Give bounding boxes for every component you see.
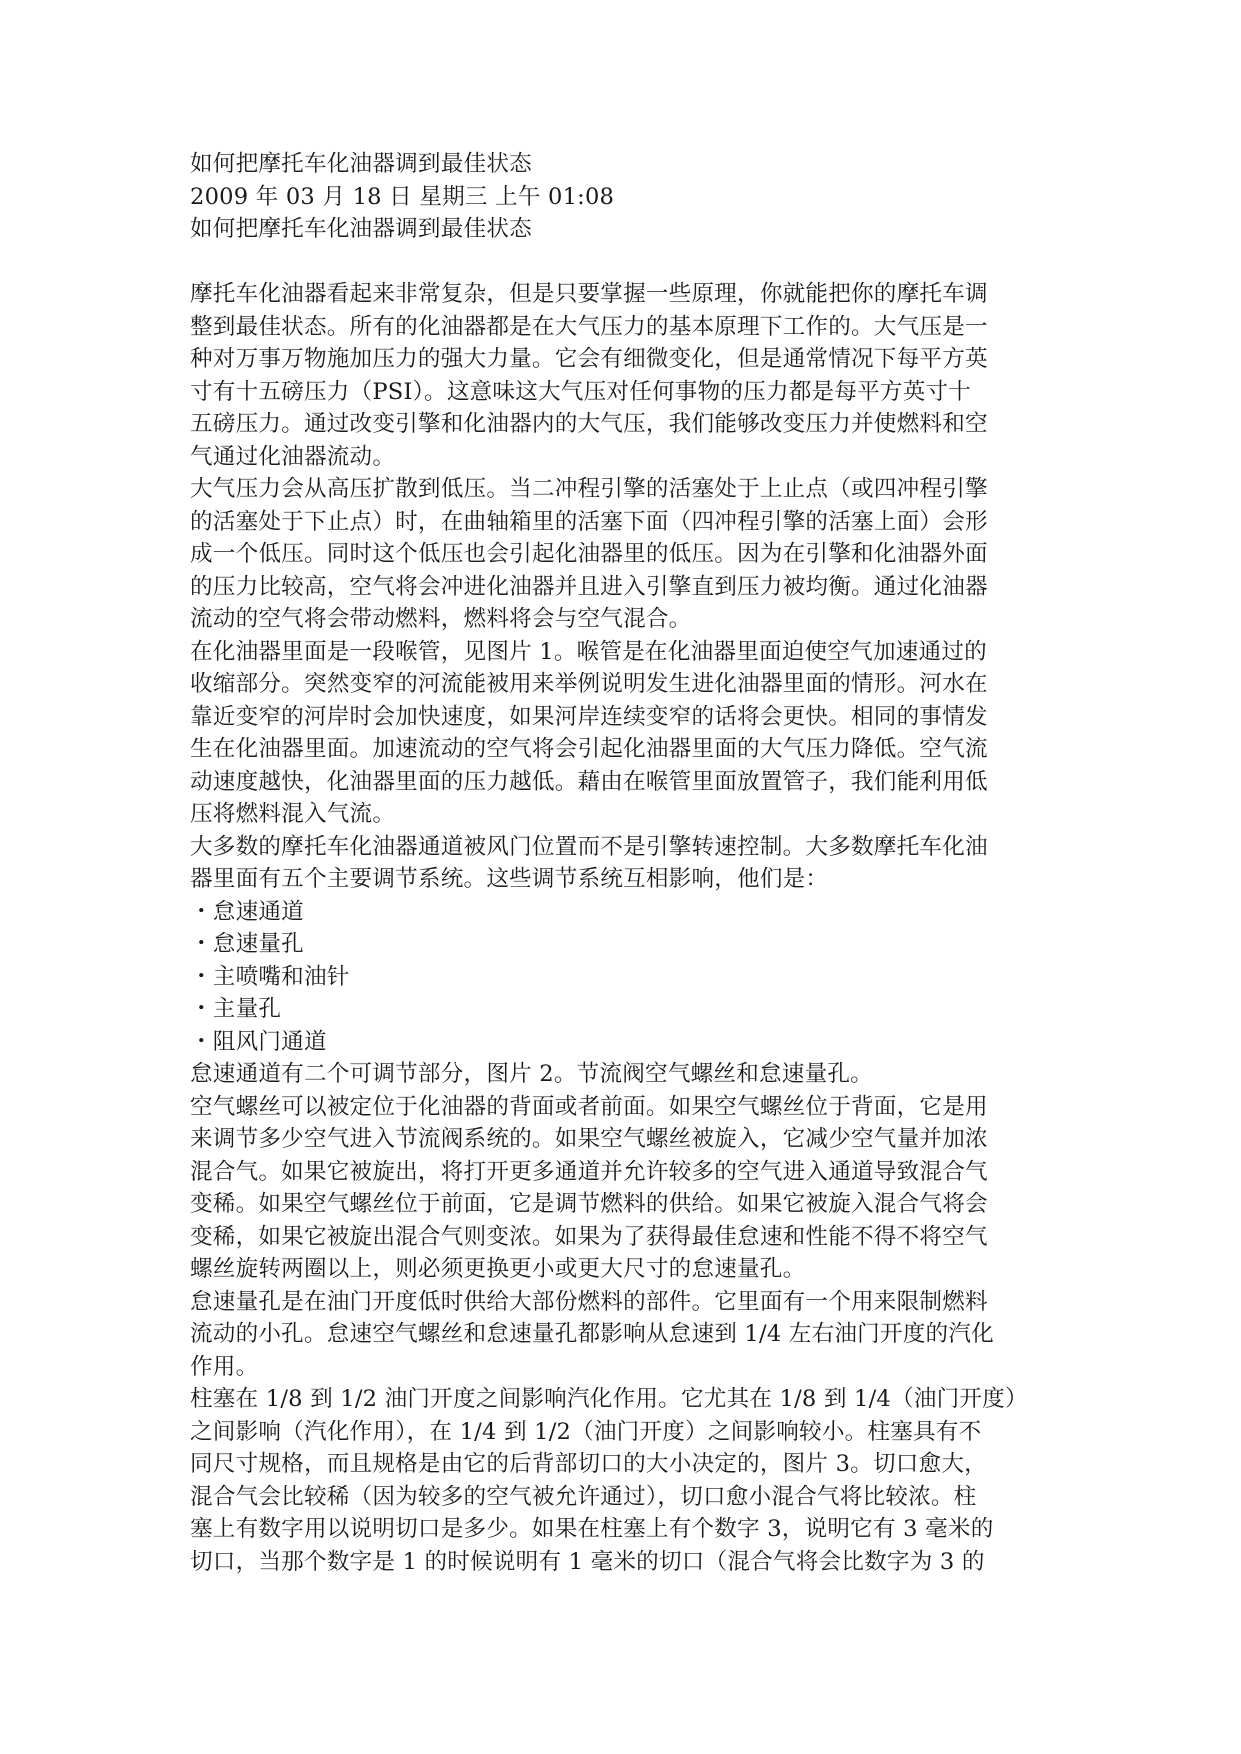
text-line: 靠近变窄的河岸时会加快速度，如果河岸连续变窄的话将会更快。相同的事情发 xyxy=(190,703,988,730)
paragraph-4 xyxy=(190,831,1060,896)
paragraph-3 xyxy=(190,636,1060,831)
text-line: 的活塞处于下止点）时，在曲轴箱里的活塞下面（四冲程引擎的活塞上面）会形 xyxy=(190,508,988,535)
text-line: 动速度越快，化油器里面的压力越低。藉由在喉管里面放置管子，我们能利用低 xyxy=(190,768,988,795)
text-line: 成一个低压。同时这个低压也会引起化油器里的低压。因为在引擎和化油器外面 xyxy=(190,541,988,567)
paragraph-8 xyxy=(190,1383,1060,1578)
text-line: 摩托车化油器看起来非常复杂，但是只要掌握一些原理，你就能把你的摩托车调 xyxy=(190,281,988,307)
document-subtitle: 如何把摩托车化油器调到最佳状态 xyxy=(190,216,532,242)
text-line: 整到最佳状态。所有的化油器都是在大气压力的基本原理下工作的。大气压是一 xyxy=(190,313,988,340)
text-line: 怠速通道有二个可调节部分，图片 2。节流阀空气螺丝和怠速量孔。 xyxy=(190,1061,873,1087)
text-line: 流动的小孔。怠速空气螺丝和怠速量孔都影响从怠速到 1/4 左右油门开度的汽化 xyxy=(190,1321,994,1347)
text-line: 之间影响（汽化作用），在 1/4 到 1/2（油门开度）之间影响较小。柱塞具有不 xyxy=(190,1418,982,1445)
list-item: ・主量孔 xyxy=(190,996,282,1022)
paragraph-1 xyxy=(190,278,1060,473)
text-line: 螺丝旋转两圈以上，则必须更换更小或更大尺寸的怠速量孔。 xyxy=(190,1256,806,1282)
text-line: 生在化油器里面。加速流动的空气将会引起化油器里面的大气压力降低。空气流 xyxy=(190,736,988,762)
paragraph-6 xyxy=(190,1091,1060,1286)
document-page xyxy=(190,148,1060,1578)
list-item: ・主喷嘴和油针 xyxy=(190,963,350,990)
list-item: ・怠速量孔 xyxy=(190,931,304,957)
text-line: 同尺寸规格，而且规格是由它的后背部切口的大小决定的，图片 3。切口愈大， xyxy=(190,1451,987,1477)
paragraph-5 xyxy=(190,1058,1060,1091)
list-item: ・怠速通道 xyxy=(190,898,304,925)
list-item: ・阻风门通道 xyxy=(190,1028,327,1055)
text-line: 大多数的摩托车化油器通道被风门位置而不是引擎转速控制。大多数摩托车化油 xyxy=(190,833,988,860)
text-line: 怠速量孔是在油门开度低时供给大部份燃料的部件。它里面有一个用来限制燃料 xyxy=(190,1288,988,1315)
text-line: 来调节多少空气进入节流阀系统的。如果空气螺丝被旋入，它减少空气量并加浓 xyxy=(190,1126,988,1152)
document-title: 如何把摩托车化油器调到最佳状态 xyxy=(190,151,532,177)
text-line: 寸有十五磅压力（PSI）。这意味这大气压对任何事物的压力都是每平方英寸十 xyxy=(190,378,972,405)
paragraph-7 xyxy=(190,1286,1060,1384)
post-datetime: 2009 年 03 月 18 日 星期三 上午 01:08 xyxy=(190,183,615,210)
text-line: 在化油器里面是一段喉管，见图片 1。喉管是在化油器里面迫使空气加速通过的 xyxy=(190,638,987,665)
text-line: 流动的空气将会带动燃料，燃料将会与空气混合。 xyxy=(190,606,692,632)
text-line: 大气压力会从高压扩散到低压。当二冲程引擎的活塞处于上止点（或四冲程引擎 xyxy=(190,476,988,502)
bullet-list xyxy=(190,896,1060,1059)
paragraph-2 xyxy=(190,473,1060,636)
text-line: 切口，当那个数字是 1 的时候说明有 1 毫米的切口（混合气将会比数字为 3 的 xyxy=(190,1548,985,1575)
text-line: 收缩部分。突然变窄的河流能被用来举例说明发生进化油器里面的情形。河水在 xyxy=(190,671,988,697)
text-line: 气通过化油器流动。 xyxy=(190,443,396,470)
text-line: 器里面有五个主要调节系统。这些调节系统互相影响，他们是： xyxy=(190,866,829,892)
text-line: 混合气会比较稀（因为较多的空气被允许通过），切口愈小混合气将比较浓。柱 xyxy=(190,1483,977,1510)
text-line: 的压力比较高，空气将会冲进化油器并且进入引擎直到压力被均衡。通过化油器 xyxy=(190,573,988,600)
text-line: 混合气。如果它被旋出，将打开更多通道并允许较多的空气进入通道导致混合气 xyxy=(190,1158,988,1185)
text-line: 空气螺丝可以被定位于化油器的背面或者前面。如果空气螺丝位于背面，它是用 xyxy=(190,1093,988,1120)
text-line: 柱塞在 1/8 到 1/2 油门开度之间影响汽化作用。它尤其在 1/8 到 1/4（油门开度） xyxy=(190,1386,1028,1412)
text-line: 塞上有数字用以说明切口是多少。如果在柱塞上有个数字 3，说明它有 3 毫米的 xyxy=(190,1516,994,1542)
text-line: 五磅压力。通过改变引擎和化油器内的大气压，我们能够改变压力并使燃料和空 xyxy=(190,411,988,437)
text-line: 作用。 xyxy=(190,1353,259,1380)
text-line: 种对万事万物施加压力的强大力量。它会有细微变化，但是通常情况下每平方英 xyxy=(190,346,988,372)
blank-line xyxy=(190,246,1060,279)
text-line: 变稀。如果空气螺丝位于前面，它是调节燃料的供给。如果它被旋入混合气将会 xyxy=(190,1191,988,1217)
text-line: 变稀，如果它被旋出混合气则变浓。如果为了获得最佳怠速和性能不得不将空气 xyxy=(190,1223,988,1250)
text-line: 压将燃料混入气流。 xyxy=(190,801,396,827)
